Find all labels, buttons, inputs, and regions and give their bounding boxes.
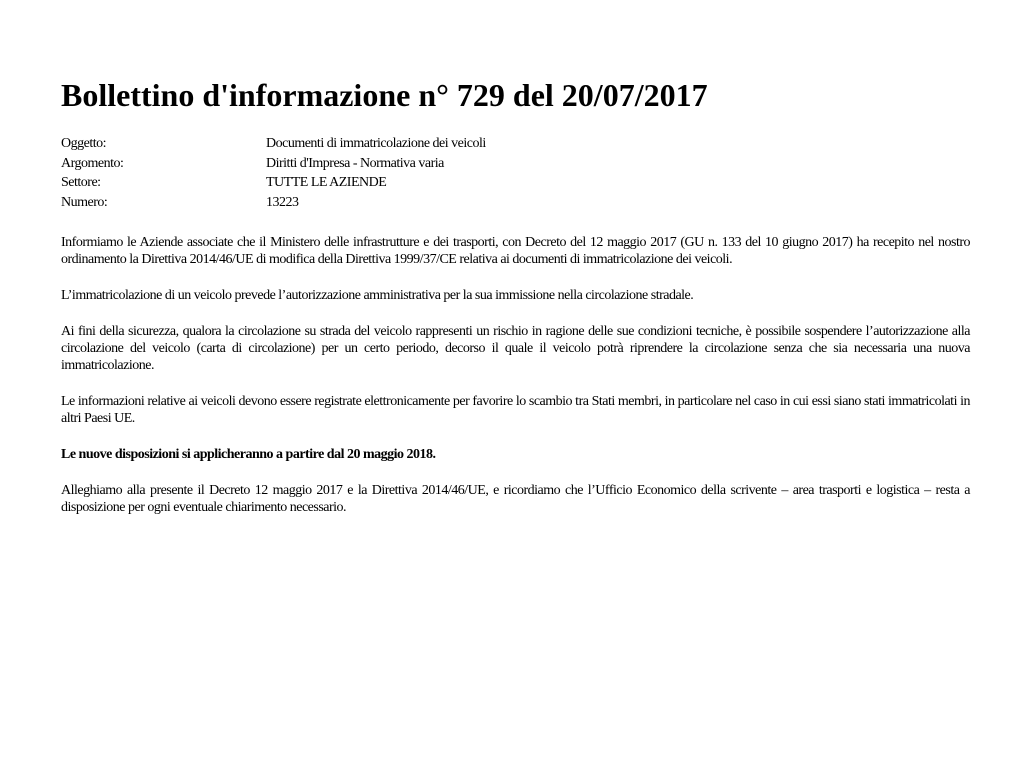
meta-value: TUTTE LE AZIENDE: [266, 175, 387, 190]
meta-row-oggetto: [61, 134, 970, 154]
meta-row-argomento: [61, 154, 970, 174]
body-paragraph: Alleghiamo alla presente il Decreto 12 maggio 2017 e la Direttiva 2014/46/UE, e ricordiamo che l’Ufficio Economico della scrivente – area trasporti e logistica – resta a disposizione per ogni eventuale chiarimento necessario.: [61, 483, 970, 515]
page-title: Bollettino d'informazione n° 729 del 20/07/2017: [61, 77, 708, 113]
body-paragraph: L’immatricolazione di un veicolo prevede l’autorizzazione amministrativa per la sua immissione nella circolazione stradale.: [61, 288, 694, 303]
body-paragraph: Le informazioni relative ai veicoli devono essere registrate elettronicamente per favorire lo scambio tra Stati membri, in particolare nel caso in cui essi siano stati immatricolati in altri Paesi UE.: [61, 394, 970, 426]
meta-label: Numero:: [61, 194, 108, 210]
meta-label: Settore:: [61, 175, 101, 190]
metadata-table: [61, 134, 970, 212]
highlight-paragraph: Le nuove disposizioni si applicheranno a partire dal 20 maggio 2018.: [61, 447, 436, 462]
meta-label: Argomento:: [61, 155, 124, 171]
body-paragraph: Ai fini della sicurezza, qualora la circolazione su strada del veicolo rappresenti un rischio in ragione delle sue condizioni tecniche, è possibile sospendere l’autorizzazione alla circolazione del veicolo (carta di circolazione) per un certo periodo, decorso il quale il veicolo potrà riprendere la circolazione senza che sia necessaria una nuova immatricolazione.: [61, 324, 970, 373]
body-paragraph: Informiamo le Aziende associate che il Ministero delle infrastrutture e dei trasporti, con Decreto del 12 maggio 2017 (GU n. 133 del 10 giugno 2017) ha recepito nel nostro ordinamento la Direttiva 2014/46/UE di modifica della Direttiva 1999/37/CE relativa ai documenti di immatricolazione dei veicoli.: [61, 235, 970, 267]
meta-row-numero: [61, 193, 970, 213]
meta-label: Oggetto:: [61, 136, 106, 151]
meta-value: Diritti d'Impresa - Normativa varia: [266, 155, 444, 171]
meta-value: 13223: [266, 194, 299, 210]
meta-row-settore: [61, 173, 970, 193]
meta-value: Documenti di immatricolazione dei veicoli: [266, 136, 486, 151]
